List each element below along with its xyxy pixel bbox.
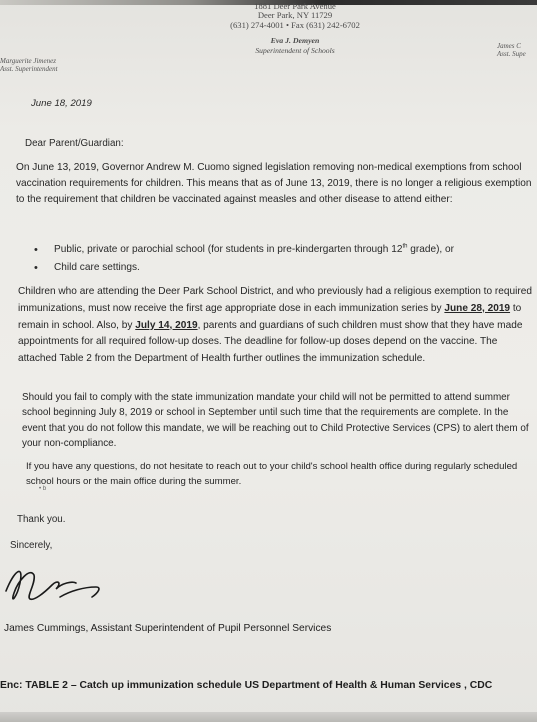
superintendent-name: Eva J. Demyen (270, 36, 320, 46)
stray-marks: • b (39, 486, 47, 492)
paragraph-requirements (18, 284, 536, 368)
address-line-1: 1881 Deer Park Avenue (254, 1, 336, 11)
closing-sincerely: Sincerely, (10, 540, 53, 551)
exemption-list (34, 241, 534, 277)
paragraph-legislation: On June 13, 2019, Governor Andrew M. Cuomo signed legislation removing non-medical exemptions from school vaccination requirements for children. This means that as of June 13, 2019, there is no longer a religious exemption to the requirement that children be vaccinated against measles and other disease to attend either: (16, 162, 532, 206)
signer-name: James Cummings, Assistant Superintendent of Pupil Personnel Services (4, 623, 332, 634)
paragraph-requirements-part-2: to remain in school. Also, by (18, 302, 522, 331)
closing-thanks: Thank you. (17, 514, 66, 525)
left-administrator-name: Marguerite Jimenez (0, 57, 56, 65)
bullet-icon: • (34, 244, 38, 256)
left-administrator (0, 57, 80, 73)
enclosure-note: Enc: TABLE 2 – Catch up immunization schedule US Department of Health & Human Services , CDC (0, 680, 493, 691)
deadline-date-2: July 14, 2019 (135, 319, 198, 331)
list-item-superscript: th (402, 243, 408, 250)
superintendent-title: Superintendent of Schools (255, 45, 335, 55)
salutation: Dear Parent/Guardian: (25, 138, 124, 149)
list-item (34, 241, 534, 259)
list-item-text: Child care settings. (54, 262, 140, 273)
list-item-text-after: grade), or (407, 244, 455, 255)
phone-fax-line: (631) 274-4001 • Fax (631) 242-6702 (230, 19, 360, 30)
letter-date: June 18, 2019 (31, 98, 92, 109)
paragraph-requirements-part-3: , parents and guardians of such children must show that they have made appointments for all required follow-up doses. The deadline for follow-up doses depend on the vaccine. The attached Table 2 from the Department of Health further outlines the immunization schedule. (18, 319, 523, 365)
deadline-date-1: June 28, 2019 (444, 302, 511, 314)
list-item (34, 259, 534, 277)
letterhead (150, 2, 440, 55)
paragraph-questions: If you have any questions, do not hesitate to reach out to your child's school health office during regularly scheduled school hours or the main office during the summer. (26, 461, 518, 487)
left-administrator-title: Asst. Superintendent (0, 65, 58, 73)
paragraph-requirements-part-1: Children who are attending the Deer Park School District, and who previously had a religious exemption to required immunizations, must now receive the first age appropriate dose in each immunization series by (18, 286, 532, 314)
right-administrator-name: James C (497, 42, 521, 50)
address-line-2: Deer Park, NY 11729 (257, 10, 333, 21)
handwritten-signature (0, 553, 120, 613)
list-item-text: Public, private or parochial school (for students in pre-kindergarten through 12 (54, 244, 403, 255)
right-administrator (497, 42, 537, 58)
bullet-icon: • (34, 262, 38, 274)
bottom-edge-shadow (0, 712, 537, 722)
paragraph-compliance: Should you fail to comply with the state immunization mandate your child will not be permitted to attend summer school beginning July 8, 2019 or school in September until such time that the requirements are complete. In the event that you do not follow this mandate, we will be reaching out to Child Protective Services (CPS) to alert them of your non-compliance. (22, 392, 529, 450)
right-administrator-title: Asst. Supe (497, 50, 526, 58)
